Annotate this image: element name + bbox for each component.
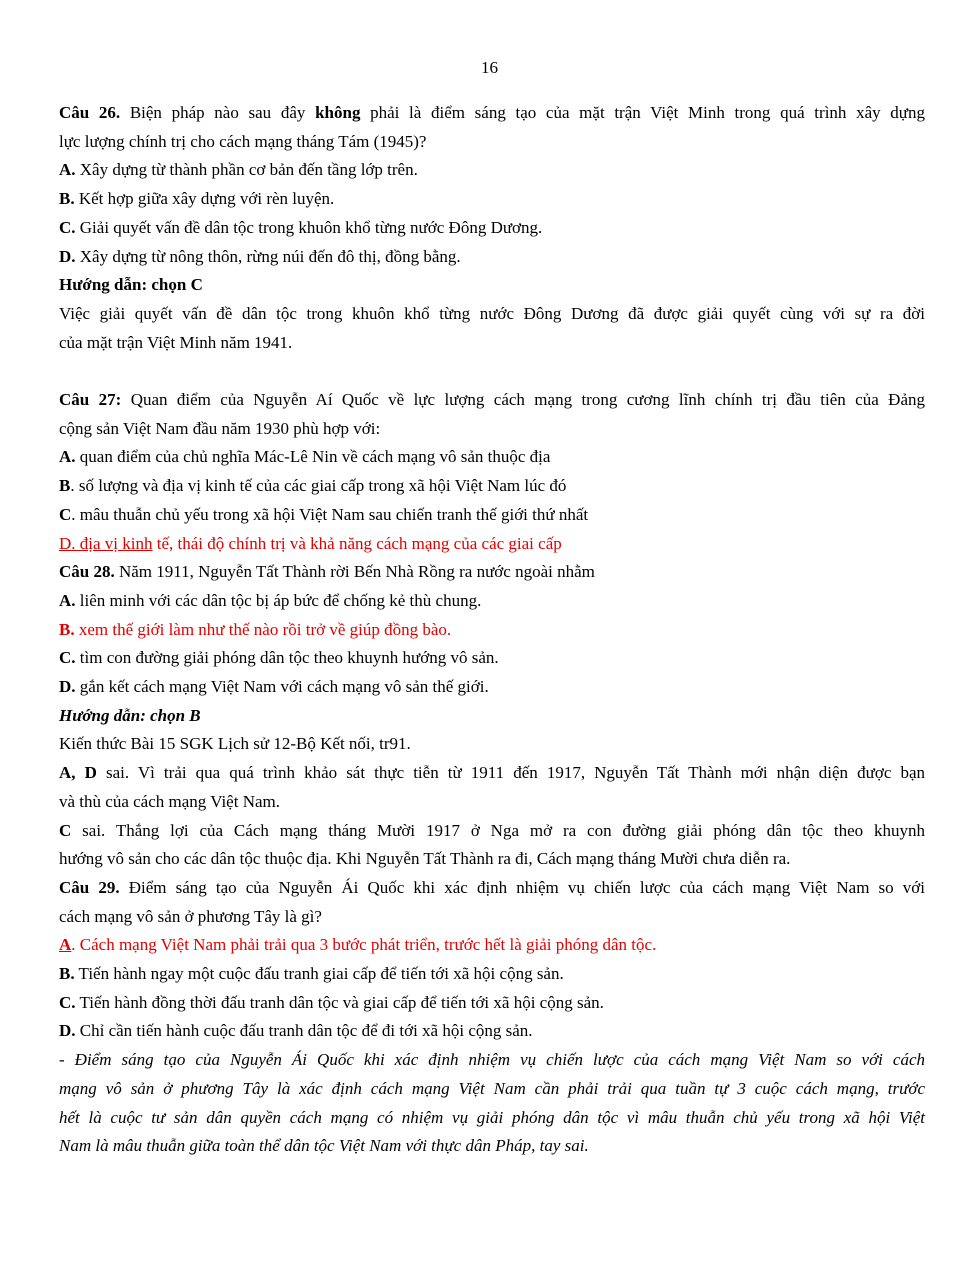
q28-c-line1: C sai. Thắng lợi của Cách mạng tháng Mười 1917 ở Nga mở ra con đường giải phóng dân tộc theo khuynh [59,820,925,840]
q28-c-line2: hướng vô sản cho các dân tộc thuộc địa. Khi Nguyễn Tất Thành ra đi, Cách mạng tháng Mười chưa diễn ra. [59,849,791,869]
q28-option-a: A. liên minh với các dân tộc bị áp bức để chống kẻ thù chung. [59,590,482,610]
q28-source: Kiến thức Bài 15 SGK Lịch sử 12-Bộ Kết nối, tr91. [59,734,411,754]
q26-guide: Hướng dẫn: chọn C [59,275,203,295]
q26-stem-line1: Câu 26. Biện pháp nào sau đây không phải là điểm sáng tạo của mặt trận Việt Minh trong quá trình xây dựng [59,103,926,122]
q26-option-c: C. Giải quyết vấn đề dân tộc trong khuôn khổ từng nước Đông Dương. [59,217,543,237]
q27-option-d-answer: D. địa vị kinh tế, thái độ chính trị và khả năng cách mạng của các giai cấp [59,533,562,553]
q27-stem-line1: Câu 27: Quan điểm của Nguyễn Aí Quốc về lực lượng cách mạng trong cương lĩnh chính trị đầu tiên của Đảng [59,390,925,410]
spacer [59,357,925,386]
q26-explain-line2: của mặt trận Việt Minh năm 1941. [59,332,293,352]
q28-stem: Câu 28. Năm 1911, Nguyễn Tất Thành rời Bến Nhà Rồng ra nước ngoài nhằm [59,562,595,582]
q26-option-d: D. Xây dựng từ nông thôn, rừng núi đến đô thị, đồng bằng. [59,246,461,266]
q28-ad-line2: và thù của cách mạng Việt Nam. [59,791,280,811]
q28-option-d: D. gắn kết cách mạng Việt Nam với cách mạng vô sản thế giới. [59,677,489,697]
q29-note-line3: hết là cuộc tư sản dân quyền cách mạng có nhiệm vụ giải phóng dân tộc vì mâu thuẫn chủ yếu trong xã hội Việt [59,1107,925,1127]
q29-note-line2: mạng vô sản ở phương Tây là xác định cách mạng Việt Nam cần phải trải qua tuần tự 3 cuộc cách mạng, trước [59,1078,925,1098]
document-body [59,99,925,1161]
q28-ad-line1: A, D sai. Vì trải qua quá trình khảo sát thực tiễn từ 1911 đến 1917, Nguyễn Tất Thành mới nhận diện được bạn [59,763,925,783]
q28-option-b-answer: B. xem thế giới làm như thế nào rồi trở về giúp đồng bào. [59,619,452,639]
q27-option-a: A. quan điểm của chủ nghĩa Mác-Lê Nin về cách mạng vô sản thuộc địa [59,447,551,467]
q26-explain-line1: Việc giải quyết vấn đề dân tộc trong khuôn khổ từng nước Đông Dương đã được giải quyết cùng với sự ra đời [59,303,925,323]
q28-guide: Hướng dẫn: chọn B [59,705,201,725]
q27-option-c: C. mâu thuẫn chủ yếu trong xã hội Việt Nam sau chiến tranh thế giới thứ nhất [59,504,589,524]
q29-note-line4: Nam là mâu thuẫn giữa toàn thể dân tộc Việt Nam với thực dân Pháp, tay sai. [59,1136,589,1156]
q28-option-c: C. tìm con đường giải phóng dân tộc theo khuynh hướng vô sản. [59,648,499,668]
page-number: 16 [481,58,498,77]
q29-stem-line2: cách mạng vô sản ở phương Tây là gì? [59,906,322,926]
q29-note-line1: - Điểm sáng tạo của Nguyễn Ái Quốc khi xác định nhiệm vụ chiến lược của cách mạng Việt Nam so với cách [59,1050,925,1070]
q29-option-c: C. Tiến hành đồng thời đấu tranh dân tộc và giai cấp để tiến tới xã hội cộng sản. [59,992,604,1012]
q29-option-b: B. Tiến hành ngay một cuộc đấu tranh giai cấp để tiến tới xã hội cộng sản. [59,964,564,984]
q29-stem-line1: Câu 29. Điểm sáng tạo của Nguyễn Ái Quốc khi xác định nhiệm vụ chiến lược của cách mạng Việt Nam so với [59,877,925,897]
q26-option-b: B. Kết hợp giữa xây dựng với rèn luyện. [59,189,335,209]
q29-option-d: D. Chỉ cần tiến hành cuộc đấu tranh dân tộc để đi tới xã hội cộng sản. [59,1021,533,1041]
q26-option-a: A. Xây dựng từ thành phần cơ bản đến tầng lớp trên. [59,160,418,180]
q29-option-a-answer: A. Cách mạng Việt Nam phải trải qua 3 bước phát triển, trước hết là giải phóng dân tộc. [59,935,657,955]
q26-stem-line2: lực lượng chính trị cho cách mạng tháng Tám (1945)? [59,131,427,151]
q27-stem-line2: cộng sản Việt Nam đầu năm 1930 phù hợp với: [59,418,381,438]
q27-option-b: B. số lượng và địa vị kinh tế của các giai cấp trong xã hội Việt Nam lúc đó [59,476,567,496]
